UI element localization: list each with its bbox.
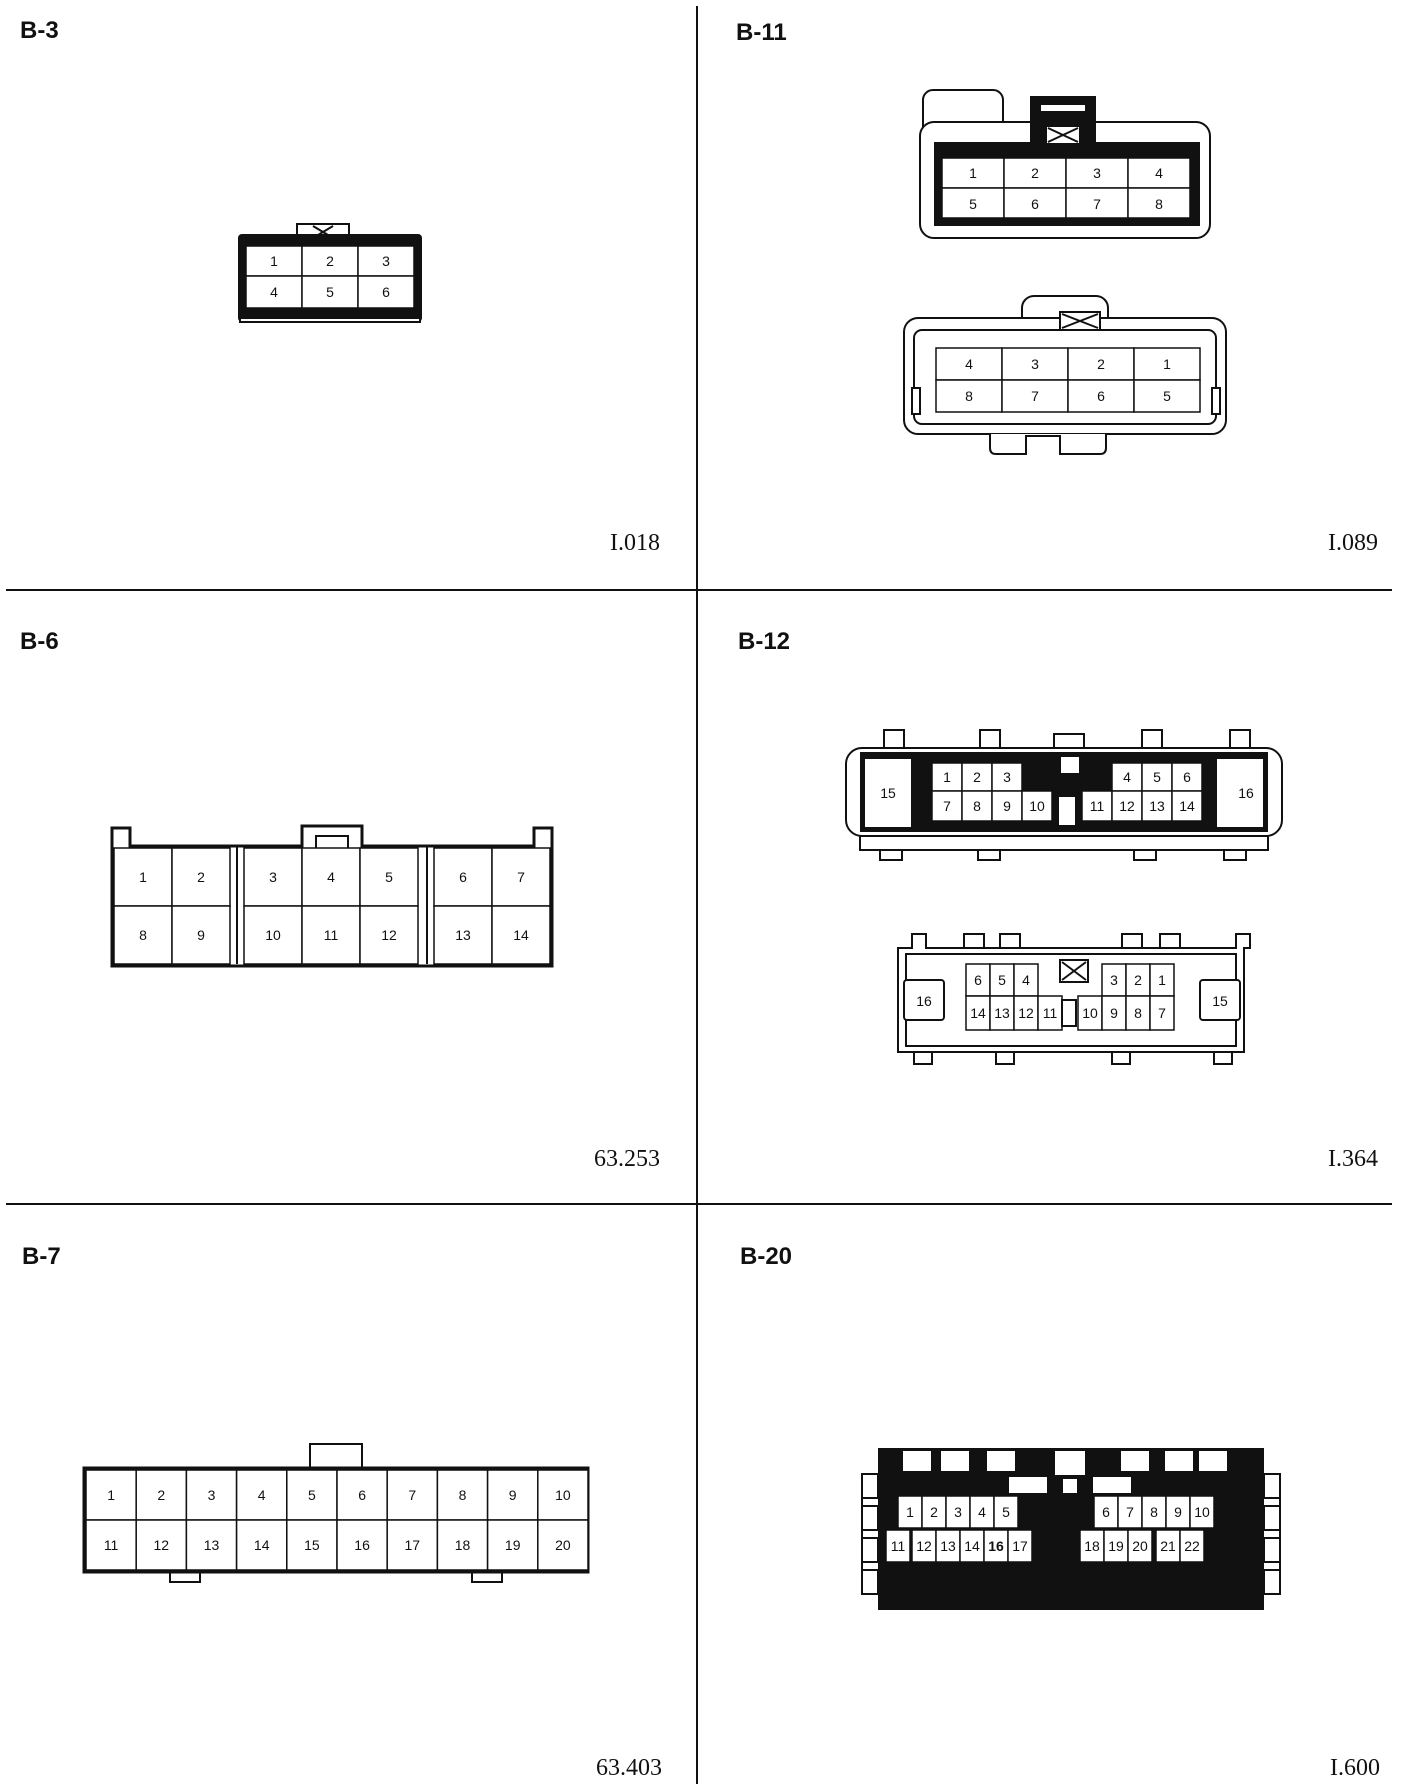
pin-label: 17 bbox=[404, 1537, 421, 1553]
b6-cells bbox=[114, 846, 550, 964]
pin-label: 6 bbox=[382, 284, 390, 300]
pin-label: 2 bbox=[930, 1504, 938, 1520]
pin-label: 6 bbox=[459, 869, 467, 885]
pin-label: 20 bbox=[555, 1537, 571, 1553]
pin-label: 7 bbox=[408, 1487, 417, 1503]
panel-ref-b6: 63.253 bbox=[594, 1146, 660, 1172]
pin-label: 2 bbox=[1031, 165, 1039, 181]
connector-b20 bbox=[862, 1448, 1280, 1610]
pin-label: 4 bbox=[1022, 972, 1030, 988]
pin-label: 8 bbox=[1150, 1504, 1158, 1520]
pin-label: 2 bbox=[197, 869, 205, 885]
pin-label: 13 bbox=[455, 927, 471, 943]
pin-label: 2 bbox=[157, 1487, 166, 1503]
pin-label: 1 bbox=[943, 769, 951, 785]
pin-label: 2 bbox=[973, 769, 981, 785]
pin-label: 11 bbox=[1089, 798, 1105, 814]
pin-label: 16 bbox=[354, 1537, 370, 1553]
pin-label: 9 bbox=[1110, 1005, 1118, 1021]
pin-label: 10 bbox=[1029, 798, 1045, 814]
pin-label: 21 bbox=[1160, 1538, 1176, 1554]
pin-label: 11 bbox=[323, 927, 339, 943]
panel-label-b3: B-3 bbox=[20, 17, 59, 44]
pin-label: 4 bbox=[965, 356, 973, 372]
pin-label: 6 bbox=[1031, 196, 1039, 212]
pin-label: 5 bbox=[998, 972, 1006, 988]
pin-label: 9 bbox=[1003, 798, 1011, 814]
pin-label: 13 bbox=[203, 1537, 220, 1553]
pin-label: 1 bbox=[1158, 972, 1166, 988]
pin-label: 10 bbox=[1194, 1504, 1210, 1520]
pin-label: 1 bbox=[906, 1504, 914, 1520]
pin-label: 16 bbox=[1238, 785, 1254, 801]
pin-label: 4 bbox=[270, 284, 278, 300]
pin-label: 17 bbox=[1012, 1538, 1028, 1554]
connector-b6 bbox=[112, 826, 552, 966]
pin-label: 7 bbox=[1126, 1504, 1134, 1520]
panel-label-b11: B-11 bbox=[736, 19, 787, 46]
panel-label-b12: B-12 bbox=[738, 628, 791, 655]
pin-label: 14 bbox=[513, 927, 529, 943]
pin-label: 7 bbox=[1031, 388, 1039, 404]
pin-label: 1 bbox=[139, 869, 147, 885]
pin-label: 3 bbox=[1110, 972, 1118, 988]
pin-label: 2 bbox=[326, 253, 334, 269]
pin-label: 9 bbox=[1174, 1504, 1182, 1520]
pin-label: 1 bbox=[270, 253, 278, 269]
pin-label: 18 bbox=[1084, 1538, 1100, 1554]
pin-label: 11 bbox=[890, 1538, 906, 1554]
pin-label: 5 bbox=[969, 196, 977, 212]
pin-label: 19 bbox=[1108, 1538, 1124, 1554]
pin-label: 11 bbox=[1042, 1005, 1058, 1021]
pin-label: 6 bbox=[1097, 388, 1105, 404]
pin-label: 6 bbox=[358, 1487, 366, 1503]
pin-label: 13 bbox=[940, 1538, 956, 1554]
pin-label: 5 bbox=[385, 869, 393, 885]
panel-ref-b3: I.018 bbox=[610, 530, 660, 556]
connector-b12-bottom bbox=[898, 934, 1250, 1064]
pin-label: 12 bbox=[1119, 798, 1135, 814]
pin-label: 3 bbox=[269, 869, 277, 885]
pin-label: 2 bbox=[1134, 972, 1142, 988]
pin-label: 16 bbox=[988, 1538, 1004, 1554]
pin-label: 5 bbox=[1002, 1504, 1010, 1520]
panel-ref-b20: I.600 bbox=[1330, 1755, 1380, 1781]
pin-label: 8 bbox=[458, 1487, 467, 1503]
pin-label: 3 bbox=[1093, 165, 1101, 181]
pin-label: 7 bbox=[1158, 1005, 1166, 1021]
pin-label: 5 bbox=[1153, 769, 1161, 785]
pin-label: 22 bbox=[1184, 1538, 1200, 1554]
connector-b11-top bbox=[920, 90, 1210, 238]
pin-label: 2 bbox=[1097, 356, 1105, 372]
pin-label: 6 bbox=[1102, 1504, 1110, 1520]
pin-label: 15 bbox=[1212, 993, 1228, 1009]
pin-label: 18 bbox=[454, 1537, 471, 1553]
pin-label: 3 bbox=[954, 1504, 962, 1520]
pin-label: 8 bbox=[1155, 196, 1163, 212]
pin-label: 8 bbox=[965, 388, 973, 404]
pin-label: 3 bbox=[1003, 769, 1011, 785]
pin-label: 4 bbox=[978, 1504, 986, 1520]
connector-b12-top bbox=[846, 730, 1282, 860]
pin-label: 1 bbox=[969, 165, 977, 181]
pin-label: 4 bbox=[1155, 165, 1163, 181]
pin-label: 20 bbox=[1132, 1538, 1148, 1554]
pin-label: 10 bbox=[1082, 1005, 1098, 1021]
pin-label: 5 bbox=[308, 1487, 316, 1503]
connector-b7 bbox=[84, 1444, 588, 1582]
pin-label: 14 bbox=[253, 1537, 270, 1553]
pin-label: 7 bbox=[517, 869, 525, 885]
pin-label: 14 bbox=[970, 1005, 986, 1021]
pin-label: 12 bbox=[153, 1537, 170, 1553]
pin-label: 12 bbox=[916, 1538, 932, 1554]
pin-label: 5 bbox=[326, 284, 334, 300]
pin-label: 6 bbox=[1183, 769, 1191, 785]
panel-label-b7: B-7 bbox=[22, 1243, 61, 1270]
pin-label: 9 bbox=[508, 1487, 517, 1503]
pin-label: 7 bbox=[943, 798, 951, 814]
connector-b3 bbox=[238, 224, 422, 322]
pin-label: 3 bbox=[207, 1487, 216, 1503]
pin-label: 8 bbox=[139, 927, 147, 943]
pin-label: 11 bbox=[103, 1537, 119, 1553]
pin-label: 7 bbox=[1093, 196, 1101, 212]
panel-ref-b12: I.364 bbox=[1328, 1146, 1378, 1172]
panel-label-b6: B-6 bbox=[20, 628, 59, 655]
panel-label-b20: B-20 bbox=[740, 1243, 793, 1270]
pin-label: 15 bbox=[880, 785, 896, 801]
pin-label: 4 bbox=[257, 1487, 266, 1503]
pin-label: 16 bbox=[916, 993, 932, 1009]
pin-label: 14 bbox=[964, 1538, 980, 1554]
pin-label: 10 bbox=[555, 1487, 571, 1503]
pin-label: 19 bbox=[504, 1537, 521, 1553]
pin-label: 10 bbox=[265, 927, 281, 943]
pin-label: 8 bbox=[973, 798, 981, 814]
pin-label: 6 bbox=[974, 972, 982, 988]
pin-label: 14 bbox=[1179, 798, 1195, 814]
pin-label: 13 bbox=[994, 1005, 1010, 1021]
pin-label: 1 bbox=[107, 1487, 115, 1503]
panel-ref-b11: I.089 bbox=[1328, 530, 1378, 556]
pin-label: 3 bbox=[382, 253, 390, 269]
pin-label: 12 bbox=[381, 927, 397, 943]
pin-label: 4 bbox=[1123, 769, 1131, 785]
connector-b11-bottom bbox=[904, 296, 1226, 454]
pin-label: 12 bbox=[1018, 1005, 1034, 1021]
panel-ref-b7: 63.403 bbox=[596, 1755, 662, 1781]
pin-label: 15 bbox=[304, 1537, 320, 1553]
pin-label: 13 bbox=[1149, 798, 1165, 814]
pin-label: 5 bbox=[1163, 388, 1171, 404]
pin-label: 8 bbox=[1134, 1005, 1142, 1021]
pin-label: 3 bbox=[1031, 356, 1039, 372]
pin-label: 1 bbox=[1163, 356, 1171, 372]
pin-label: 9 bbox=[197, 927, 205, 943]
pin-label: 4 bbox=[327, 869, 335, 885]
